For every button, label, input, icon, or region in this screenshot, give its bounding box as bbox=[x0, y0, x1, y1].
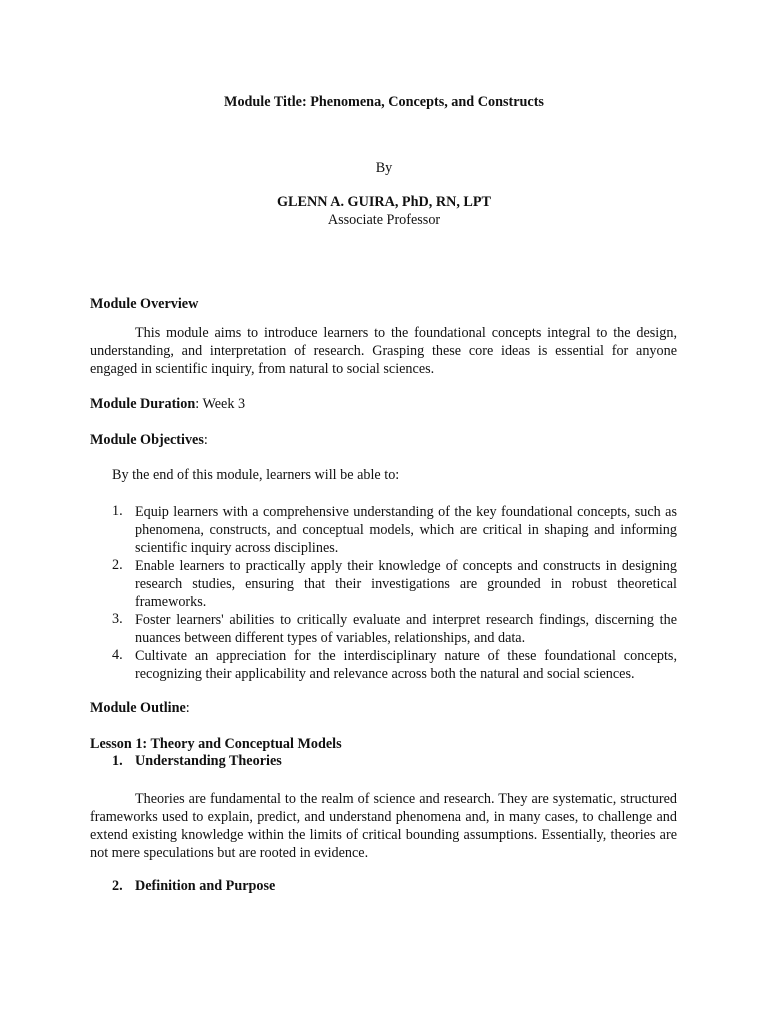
module-duration bbox=[90, 396, 245, 413]
subsection-title: Definition and Purpose bbox=[135, 878, 276, 894]
module-outline bbox=[90, 700, 190, 717]
subsection-number: 1. bbox=[112, 753, 123, 769]
list-item-text: Enable learners to practically apply their knowledge of concepts and constructs in designing research studies, ensuring that their investigations are grounded in robust theoretical frameworks. bbox=[135, 558, 677, 610]
by-line: By bbox=[375, 160, 393, 176]
theories-paragraph: Theories are fundamental to the realm of science and research. They are systematic, structured frameworks used to explain, predict, and understand phenomena and, in many cases, to challenge and extend existing knowledge within the limits of critical bounding assumptions. Essentially, theories are not mere speculations but are rooted in evidence. bbox=[90, 791, 677, 861]
list-item-text: Foster learners' abilities to critically evaluate and interpret research findings, discerning the nuances between different types of variables, relationships, and data. bbox=[135, 612, 677, 646]
objectives-label: Module Objectives bbox=[90, 432, 204, 448]
list-item-text: Cultivate an appreciation for the interdisciplinary nature of these foundational concepts, recognizing their applicability and relevance across both the natural and social sciences. bbox=[135, 648, 677, 682]
overview-text: This module aims to introduce learners to the foundational concepts integral to the design, understanding, and interpretation of research. Grasping these core ideas is essential for anyone engaged in scientific inquiry, from natural to social sciences. bbox=[90, 325, 677, 377]
module-objectives bbox=[90, 432, 208, 449]
list-item-number: 1. bbox=[112, 503, 123, 519]
duration-label: Module Duration bbox=[90, 396, 196, 412]
author-title: Associate Professor bbox=[327, 212, 441, 228]
objectives-intro: By the end of this module, learners will be able to: bbox=[112, 467, 400, 483]
subsection-number: 2. bbox=[112, 878, 123, 894]
objectives-colon: : bbox=[203, 432, 208, 448]
list-item-number: 4. bbox=[112, 647, 123, 663]
author-name: GLENN A. GUIRA, PhD, RN, LPT bbox=[276, 194, 492, 210]
list-item-number: 2. bbox=[112, 557, 123, 573]
lesson-title: Lesson 1: Theory and Conceptual Models bbox=[90, 736, 342, 752]
list-item-number: 3. bbox=[112, 611, 123, 627]
subsection-title: Understanding Theories bbox=[135, 753, 282, 769]
outline-label: Module Outline bbox=[90, 700, 186, 716]
duration-value: : Week 3 bbox=[195, 396, 246, 412]
overview-heading: Module Overview bbox=[90, 296, 199, 312]
module-title: Module Title: Phenomena, Concepts, and Constructs bbox=[224, 94, 544, 110]
list-item-text: Equip learners with a comprehensive understanding of the key foundational concepts, such as phenomena, constructs, and conceptual models, which are critical in shaping and informing scientific inquiry across disciplines. bbox=[135, 504, 677, 556]
outline-colon: : bbox=[185, 700, 190, 716]
